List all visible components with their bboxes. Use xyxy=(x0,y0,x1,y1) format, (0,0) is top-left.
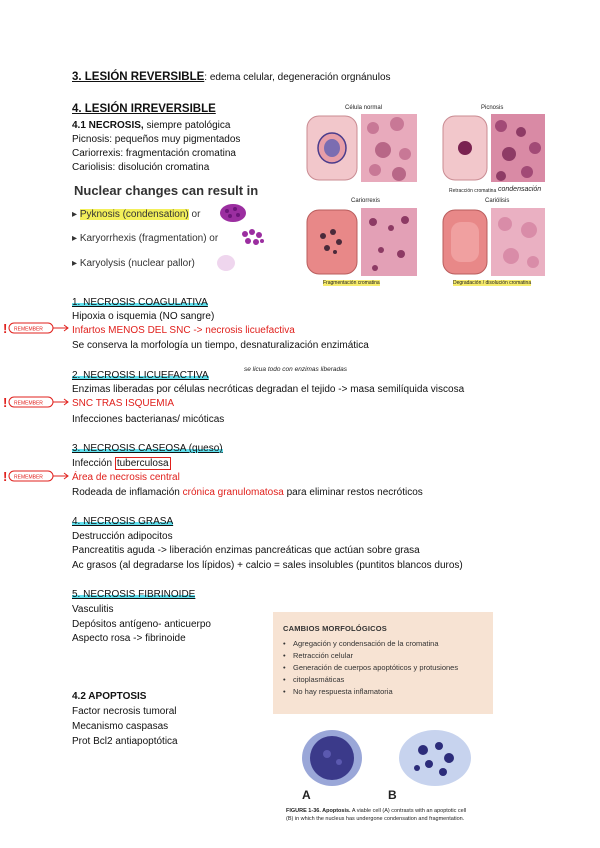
apoptotic-cell-micrograph xyxy=(393,728,483,790)
section3-title: 3. LESIÓN REVERSIBLE xyxy=(72,71,205,83)
karyorrhexis-label: Karyorrhexis (fragmentation) xyxy=(79,233,207,244)
viable-cell-micrograph xyxy=(287,728,377,790)
grasa-line2: Pancreatitis aguda -> liberación enzimas pancreáticas que actúan sobre grasa xyxy=(72,545,420,556)
caption-retraccion: Retracción cromatina xyxy=(449,188,497,194)
fibrinoide-line3: Aspecto rosa -> fibrinoide xyxy=(72,633,186,644)
apoptosis-figure-caption-1: FIGURE 1-36. Apoptosis. A viable cell (A) contrasts with an apoptotic cell xyxy=(286,808,467,814)
coagulativa-red-line: Infartos MENOS DEL SNC -> necrosis licuefactiva xyxy=(72,325,295,336)
necrosis-grasa-title: 4. NECROSIS GRASA xyxy=(72,516,174,527)
coagulativa-line1: Hipoxia o isquemia (NO sangre) xyxy=(72,311,215,322)
morph-item: • Generación de cuerpos apoptóticos y protusiones xyxy=(283,662,458,674)
morph-box-list xyxy=(283,638,458,698)
necrosis-heading xyxy=(72,119,230,132)
label-cariolisis: Cariólisis xyxy=(485,198,510,204)
coagulativa-line3: Se conserva la morfología un tiempo, desnaturalización enzimática xyxy=(72,340,369,351)
svg-text:REMEMBER: REMEMBER xyxy=(14,474,43,481)
grasa-line1: Destrucción adipocitos xyxy=(72,531,173,542)
pyknosis-nucleus-icon xyxy=(218,202,248,224)
karyorrhexis-nucleus-icon xyxy=(240,228,266,248)
cariorrexis-micrograph xyxy=(361,208,417,276)
pyknosis-label: Pyknosis (condensation) xyxy=(79,209,189,220)
karyolysis-item: ▸ Karyolysis (nuclear pallor) xyxy=(72,258,195,269)
picnosis-cell-diagram xyxy=(441,114,489,182)
caseosa-red-line: Área de necrosis central xyxy=(72,472,180,483)
nuclear-changes-title: Nuclear changes can result in xyxy=(74,183,259,198)
tuberculosa-boxed: tuberculosa xyxy=(116,458,169,469)
pyknosis-item: ▸ Pyknosis (condensation) or xyxy=(72,209,201,220)
figure-label-b: B xyxy=(388,788,397,802)
apoptosis-figure xyxy=(275,728,500,833)
grasa-line3: Ac grasos (al degradarse los lípidos) + calcio = sales insolubles (puntitos blancos duros) xyxy=(72,560,463,571)
svg-text:REMEMBER: REMEMBER xyxy=(14,400,43,407)
necrosis-caseosa-title: 3. NECROSIS CASEOSA (queso) xyxy=(72,443,223,454)
apoptosis-figure-caption-2: (B) in which the nucleus has undergone condensation and fragmentation. xyxy=(286,816,465,822)
remember-alert-icon-1 xyxy=(2,321,70,335)
apoptosis-title: 4.2 APOPTOSIS xyxy=(72,691,147,702)
label-celula-normal: Célula normal xyxy=(345,105,383,111)
cariorrexis-line: Cariorrexis: fragmentación cromatina xyxy=(72,148,236,159)
section4-title: 4. LESIÓN IRREVERSIBLE xyxy=(72,103,216,115)
label-picnosis: Picnosis xyxy=(481,105,504,111)
section3-heading xyxy=(72,71,391,84)
cariolisis-micrograph xyxy=(491,208,545,276)
svg-text:!: ! xyxy=(3,321,8,335)
cariolisis-cell-diagram xyxy=(441,208,489,276)
apoptosis-line2: Mecanismo caspasas xyxy=(72,721,169,732)
fibrinoide-line2: Depósitos antígeno- anticuerpo xyxy=(72,619,211,630)
cariolisis-line: Cariolisis: disolución cromatina xyxy=(72,162,210,173)
svg-text:REMEMBER: REMEMBER xyxy=(14,326,43,333)
normal-cell-diagram xyxy=(305,114,359,182)
caseosa-line3: Rodeada de inflamación crónica granulomatosa para eliminar restos necróticos xyxy=(72,487,423,498)
morph-item: • Retracción celular xyxy=(283,650,458,662)
remember-alert-icon-3 xyxy=(2,469,70,483)
morphological-changes-box xyxy=(273,612,493,714)
caption-fragmentacion: Fragmentación cromatina xyxy=(323,280,380,286)
licuefactiva-line3: Infecciones bacterianas/ micóticas xyxy=(72,414,225,425)
figure-label-a: A xyxy=(302,788,311,802)
caption-degradacion: Degradación / disolución cromatina xyxy=(453,280,532,286)
morph-item: • No hay respuesta inflamatoria xyxy=(283,686,458,698)
morph-item: • Agregación y condensación de la cromatina xyxy=(283,638,458,650)
svg-text:!: ! xyxy=(3,469,8,483)
necrosis-coagulativa-title: 1. NECROSIS COAGULATIVA xyxy=(72,297,208,308)
remember-alert-icon-2 xyxy=(2,395,70,409)
svg-text:!: ! xyxy=(3,395,8,409)
licuefactiva-line1: Enzimas liberadas por células necróticas degradan el tejido -> masa semilíquida viscosa xyxy=(72,384,465,395)
necrosis-rest: siempre patológica xyxy=(143,120,231,131)
licuefactiva-red-line: SNC TRAS ISQUEMIA xyxy=(72,398,175,409)
morph-box-title: CAMBIOS MORFOLÓGICOS xyxy=(283,624,387,633)
karyorrhexis-item: ▸ Karyorrhexis (fragmentation) or xyxy=(72,233,219,244)
necrosis-fibrinoide-title: 5. NECROSIS FIBRINOIDE xyxy=(72,589,196,600)
section3-rest: : edema celular, degeneración orgnánulos xyxy=(204,72,391,83)
handwritten-condensacion: condensación xyxy=(498,186,542,193)
apoptosis-line3: Prot Bcl2 antiapoptótica xyxy=(72,736,178,747)
picnosis-micrograph xyxy=(491,114,545,182)
apoptosis-line1: Factor necrosis tumoral xyxy=(72,706,177,717)
normal-cell-micrograph xyxy=(361,114,417,182)
karyolysis-label: Karyolysis (nuclear pallor) xyxy=(79,258,195,269)
morph-item: • citoplasmáticas xyxy=(283,674,458,686)
necrosis-nuclear-figure xyxy=(303,100,547,290)
necrosis-licuefactiva-title: 2. NECROSIS LICUEFACTIVA xyxy=(72,370,209,381)
caseosa-line1: Infección tuberculosa xyxy=(72,458,169,469)
cariorrexis-cell-diagram xyxy=(305,208,359,276)
picnosis-line: Picnosis: pequeños muy pigmentados xyxy=(72,134,241,145)
karyolysis-nucleus-icon xyxy=(216,254,236,272)
label-cariorrexis: Cariorrexis xyxy=(351,198,381,204)
licuefactiva-handwritten-note: se licua todo con enzimas liberadas xyxy=(244,366,347,373)
fibrinoide-line1: Vasculitis xyxy=(72,604,114,615)
necrosis-head: 4.1 NECROSIS, xyxy=(72,120,144,131)
